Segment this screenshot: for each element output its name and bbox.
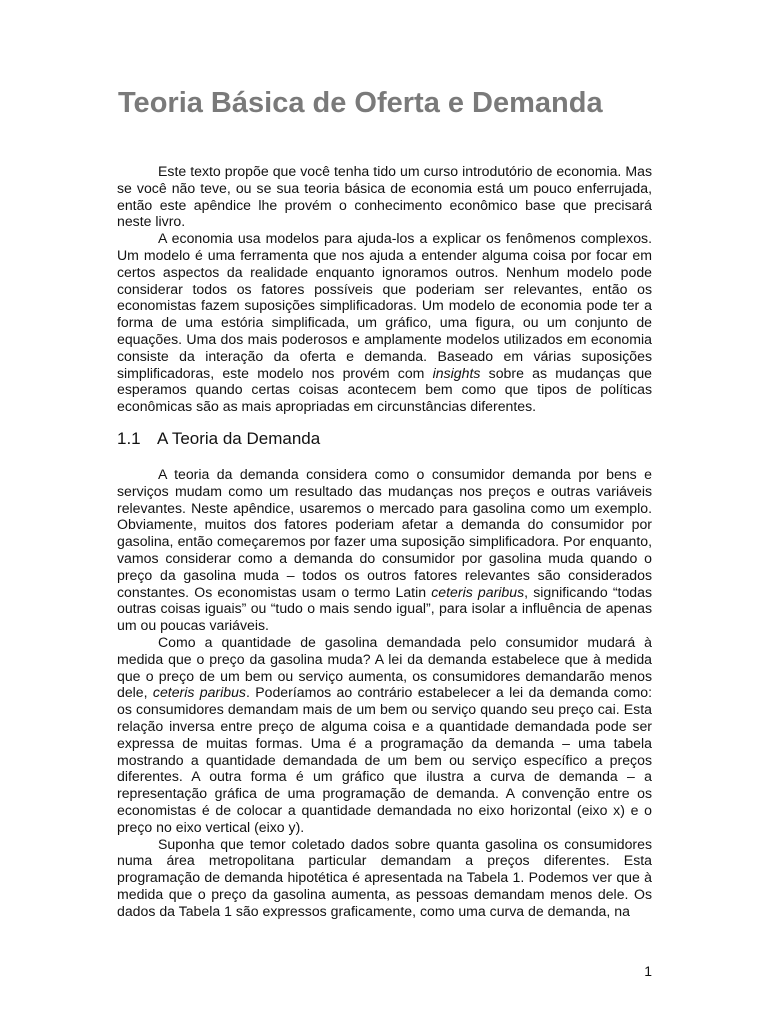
paragraph-text: sobre as mudanças que esperamos quando certas coisas acontecem bem como que tipos de políticas econômicas são as mais apropriadas em circunstâncias diferentes.: [117, 364, 653, 415]
paragraph: [117, 163, 652, 230]
italic-term: insights: [432, 364, 481, 381]
paragraph-text: Este texto propõe que você tenha tido um curso introdutório de economia. Mas se você não teve, ou se sua teoria básica de economia está um pouco enferrujada, então este apêndice lhe provém o conhecimento econômico base que precisará neste livro.: [117, 163, 652, 230]
section-number: 1.1: [117, 429, 141, 448]
intro-text: [117, 163, 652, 415]
paragraph-text: Suponha que temor coletado dados sobre quanta gasolina os consumidores numa área metropolitana particular demandam a preços diferentes. Esta programação de demanda hipotética é apresentada na Tabela 1. Podemos ver que à medida que o preço da gasolina aumenta, as pessoas demandam menos dele. Os dados da Tabela 1 são expressos graficamente, como uma curva de demanda, na: [117, 835, 652, 919]
paragraph-text: A economia usa modelos para ajuda-los a explicar os fenômenos complexos. Um modelo é uma ferramenta que nos ajuda a entender alguma coisa por focar em certos aspectos da realidade enquanto ignoramos outros. Nenhum modelo pode considerar todos os fatores possíveis que poderiam ser relevantes, então os economistas fazem suposições simplificadoras. Um modelo de economia pode ter a forma de uma estória simplificada, um gráfico, uma figura, ou um conjunto de equações. Uma dos mais poderosos e amplamente modelos utilizados em economia consiste da interação da oferta e demanda. Baseado em várias suposições simplificadoras, este modelo nos provém com: [117, 230, 652, 381]
section-title: A Teoria da Demanda: [157, 429, 321, 448]
section-heading: [117, 428, 320, 450]
paragraph-text: . Poderíamos ao contrário estabelecer a lei da demanda como: os consumidores demandam mais de um bem ou serviço quando seu preço cai. Esta relação inversa entre preço de alguma coisa e a quantidade demandada pode ser expressa de muitas formas. Uma é a programação da demanda – uma tabela mostrando a quantidade demandada de um bem ou serviço específico a preços diferentes. A outra forma é um gráfico que ilustra a curva de demanda – a representação gráfica de uma programação de demanda. A convenção entre os economistas é de colocar a quantidade demandada no eixo horizontal (eixo x) e o preço no eixo vertical (eixo y).: [117, 684, 653, 835]
paragraph-text: A teoria da demanda considera como o consumidor demanda por bens e serviços mudam como um resultado das mudanças nos preços e outras variáveis relevantes. Neste apêndice, usaremos o mercado para gasolina como um exemplo. Obviamente, muitos dos fatores poderiam afetar a demanda do consumidor por gasolina, então começaremos por fazer uma suposição simplificadora. Por enquanto, vamos considerar como a demanda do consumidor por gasolina muda quando o preço da gasolina muda – todos os outros fatores relevantes são considerados constantes. Os economistas usam o termo Latin: [117, 466, 652, 600]
page-number: 1: [644, 963, 652, 979]
paragraph-text: , significando “todas outras coisas iguais” ou “tudo o mais sendo igual”, para isolar a influência de apenas um ou poucas variáveis.: [117, 583, 653, 634]
paragraph: [117, 634, 652, 836]
paragraph-text: Como a quantidade de gasolina demandada pelo consumidor mudará à medida que o preço da gasolina muda? A lei da demanda estabelece que à medida que o preço de um bem ou serviço aumenta, os consumidores demandarão menos dele,: [117, 633, 652, 701]
paragraph: [117, 836, 652, 920]
paragraph: [117, 230, 652, 415]
italic-term: ceteris paribus: [152, 684, 246, 701]
italic-term: ceteris paribus: [431, 583, 525, 600]
paragraph: [117, 466, 652, 634]
section-text: [117, 466, 652, 920]
document-title: Teoria Básica de Oferta e Demanda: [118, 87, 603, 119]
